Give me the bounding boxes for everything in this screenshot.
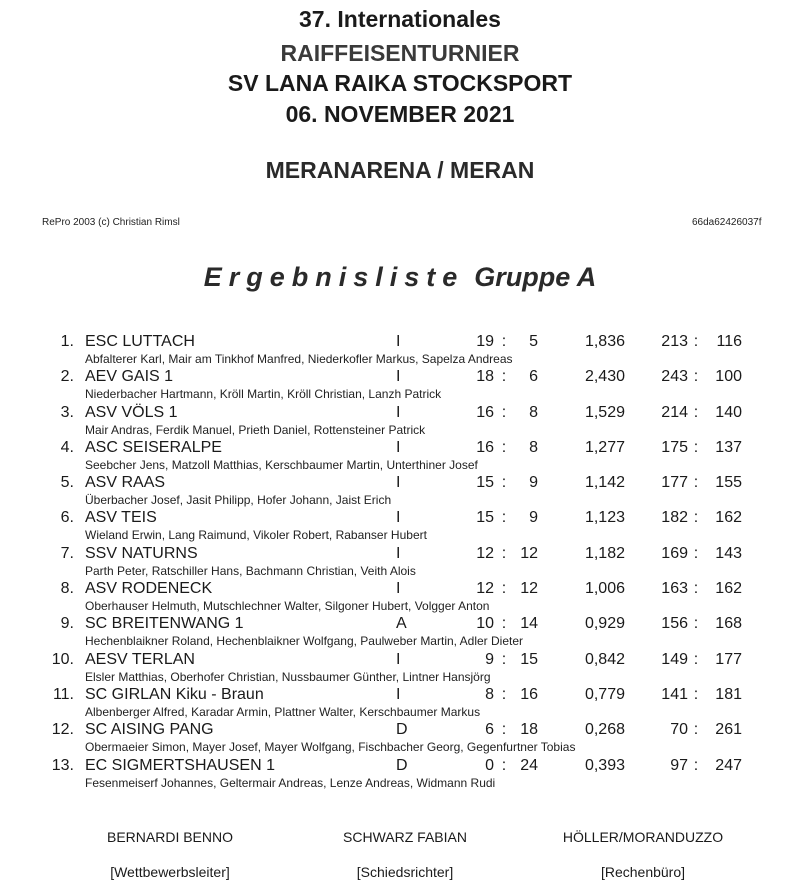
result-row [0,615,800,634]
team-grade: I [396,438,401,456]
signature-role-referee: [Schiedsrichter] [356,864,454,880]
stock-against: 143 [715,544,742,562]
points-separator: : [501,756,507,774]
stock-for: 213 [661,333,688,350]
result-row [0,545,800,564]
stock-separator: : [693,403,699,421]
team-name: SC AISING PANG [85,721,214,739]
team-players: Seebcher Jens, Matzoll Matthias, Kerschbaumer Martin, Unterthiner Josef [85,457,478,472]
points-won: 10 [476,615,494,633]
stock-against: 168 [715,615,742,633]
stock-for: 163 [661,580,688,598]
stock-against: 247 [715,756,742,774]
stock-separator: : [693,721,699,739]
rank: 5. [60,474,74,492]
points-separator: : [501,368,507,386]
stock-for: 141 [661,685,688,703]
quotient: 0,268 [584,721,625,739]
results-title [0,262,800,293]
result-row [0,757,800,776]
points-separator: : [501,474,507,492]
stock-separator: : [693,615,699,633]
points-lost: 15 [520,650,538,668]
team-name: SC BREITENWANG 1 [85,615,244,633]
signature-name-competition-director: BERNARDI BENNO [106,829,234,845]
team-name: EC SIGMERTSHAUSEN 1 [85,756,275,774]
team-grade: I [396,544,401,562]
rank: 13. [51,756,74,774]
points-lost: 18 [520,721,538,739]
team-name: AESV TERLAN [85,650,195,668]
team-grade: I [396,333,401,350]
stock-against: 100 [715,368,742,386]
points-won: 9 [485,650,494,668]
team-players: Albenberger Alfred, Karadar Armin, Plattner Walter, Kerschbaumer Markus [85,704,481,719]
stock-for: 149 [661,650,688,668]
quotient: 1,277 [584,438,625,456]
quotient: 1,123 [584,509,625,527]
stock-separator: : [693,509,699,527]
event-edition-title: 37. Internationales [299,6,501,32]
rank: 7. [60,544,74,562]
team-players: Niederbacher Hartmann, Kröll Martin, Kröll Christian, Lanzh Patrick [85,387,442,402]
result-entry [0,721,800,756]
stock-for: 214 [661,403,688,421]
rank: 3. [60,403,74,421]
points-separator: : [501,403,507,421]
points-won: 15 [476,474,494,492]
team-grade: I [396,685,401,703]
team-players: Überbacher Josef, Jasit Philipp, Hofer Johann, Jaist Erich [85,493,392,508]
team-grade: A [396,615,407,633]
rank: 6. [60,509,74,527]
points-won: 15 [476,509,494,527]
points-separator: : [501,509,507,527]
team-players: Parth Peter, Ratschiller Hans, Bachmann Christian, Veith Alois [85,563,416,578]
quotient: 0,779 [584,685,625,703]
result-entry [0,404,800,439]
result-entry [0,545,800,580]
points-won: 12 [476,544,494,562]
points-separator: : [501,615,507,633]
signature-name-referee: SCHWARZ FABIAN [343,829,467,845]
stock-for: 243 [661,368,688,386]
event-name-title: RAIFFEISENTURNIER [280,40,520,66]
results-list [0,333,800,792]
rank: 10. [51,650,74,668]
team-name: SC GIRLAN Kiku - Braun [85,685,264,703]
result-row [0,686,800,705]
stock-separator: : [693,685,699,703]
team-name: ESC LUTTACH [85,333,195,350]
points-lost: 14 [520,615,538,633]
stock-against: 162 [715,580,742,598]
team-grade: D [396,721,408,739]
points-separator: : [501,438,507,456]
result-row [0,404,800,423]
rank: 1. [60,333,74,350]
venue-title: MERANARENA / MERAN [265,157,535,183]
quotient: 1,182 [584,544,625,562]
team-grade: I [396,580,401,598]
points-won: 16 [476,438,494,456]
rank: 8. [60,580,74,598]
team-players: Hechenblaikner Roland, Hechenblaikner Wolfgang, Paulweber Martin, Adler Dieter [85,634,524,649]
result-row [0,580,800,599]
quotient: 0,929 [584,615,625,633]
points-won: 6 [485,721,494,739]
rank: 11. [52,685,74,703]
stock-separator: : [693,368,699,386]
points-won: 0 [485,756,494,774]
points-lost: 16 [520,685,538,703]
points-separator: : [501,685,507,703]
points-lost: 6 [529,368,538,386]
result-entry [0,509,800,544]
signature-name-scoring-office: HÖLLER/MORANDUZZO [562,829,724,845]
quotient: 0,842 [584,650,625,668]
points-won: 16 [476,403,494,421]
team-players: Obermaeier Simon, Mayer Josef, Mayer Wolfgang, Fischbacher Georg, Gegenfurtner Tobias [85,740,576,755]
team-players: Abfalterer Karl, Mair am Tinkhof Manfred, Niederkofler Markus, Sapelza Andreas [85,352,513,366]
result-entry [0,757,800,792]
stock-against: 181 [715,685,742,703]
stock-for: 70 [670,721,688,739]
stock-against: 137 [715,438,742,456]
stock-against: 162 [715,509,742,527]
team-grade: I [396,650,401,668]
result-row [0,651,800,670]
team-grade: I [396,403,401,421]
quotient: 1,006 [584,580,625,598]
result-row [0,721,800,740]
rank: 9. [60,615,74,633]
quotient: 1,529 [584,403,625,421]
result-entry [0,580,800,615]
team-players: Mair Andras, Ferdik Manuel, Prieth Daniel, Rottensteiner Patrick [85,422,426,437]
points-won: 19 [476,333,494,350]
points-lost: 24 [520,756,538,774]
stock-for: 175 [661,438,688,456]
result-row [0,439,800,458]
signature-role-competition-director: [Wettbewerbsleiter] [110,864,230,880]
result-row [0,474,800,493]
stock-against: 155 [715,474,742,492]
stock-for: 169 [661,544,688,562]
team-name: ASV VÖLS 1 [85,403,178,421]
rank: 4. [60,438,74,456]
quotient: 2,430 [584,368,625,386]
stock-against: 116 [716,333,742,350]
stock-for: 182 [661,509,688,527]
result-entry [0,474,800,509]
result-entry [0,686,800,721]
team-grade: I [396,474,401,492]
result-row [0,368,800,387]
stock-for: 156 [661,615,688,633]
team-players: Elsler Matthias, Oberhofer Christian, Nussbaumer Günther, Lintner Hansjörg [85,669,491,684]
team-grade: I [396,368,401,386]
points-separator: : [501,580,507,598]
points-lost: 8 [529,438,538,456]
points-separator: : [501,544,507,562]
points-lost: 12 [520,580,538,598]
stock-separator: : [693,544,699,562]
event-date: 06. NOVEMBER 2021 [285,101,515,127]
points-lost: 9 [529,509,538,527]
team-grade: I [396,509,401,527]
team-grade: D [396,756,408,774]
result-entry [0,651,800,686]
stock-separator: : [693,580,699,598]
team-name: SSV NATURNS [85,544,198,562]
quotient: 1,142 [584,474,625,492]
results-title-word: Ergebnisliste [203,262,465,292]
stock-against: 140 [715,403,742,421]
team-players: Oberhauser Helmuth, Mutschlechner Walter, Silgoner Hubert, Volgger Anton [85,599,490,614]
team-name: ASV RAAS [85,474,166,492]
result-entry [0,368,800,403]
result-entry [0,615,800,650]
rank: 12. [51,721,74,739]
points-separator: : [501,650,507,668]
result-row [0,509,800,528]
document-code: 66da62426037f [692,217,762,228]
team-name: AEV GAIS 1 [85,368,174,386]
team-name: ASC SEISERALPE [85,438,222,456]
stock-against: 177 [715,650,742,668]
points-lost: 8 [529,403,538,421]
stock-for: 97 [670,756,688,774]
stock-separator: : [693,474,699,492]
quotient: 0,393 [584,756,625,774]
team-players: Wieland Erwin, Lang Raimund, Vikoler Robert, Rabanser Hubert [85,528,427,543]
stock-separator: : [693,438,699,456]
result-entry [0,333,800,368]
points-separator: : [501,721,507,739]
stock-for: 177 [661,474,688,492]
points-won: 12 [476,580,494,598]
points-won: 8 [485,685,494,703]
points-separator: : [501,333,507,350]
quotient: 1,836 [584,333,625,350]
stock-separator: : [693,756,699,774]
result-row [0,333,800,352]
rank: 2. [60,368,74,386]
stock-against: 261 [715,721,742,739]
organizer-title: SV LANA RAIKA STOCKSPORT [227,70,573,96]
points-lost: 12 [520,544,538,562]
team-name: ASV RODENECK [85,580,213,598]
points-lost: 5 [529,333,538,350]
team-name: ASV TEIS [85,509,157,527]
results-title-group: Gruppe A [474,262,597,292]
team-players: Fesenmeiserf Johannes, Geltermair Andreas, Lenze Andreas, Widmann Rudi [85,775,496,790]
signature-role-scoring-office: [Rechenbüro] [600,864,686,880]
software-credit: RePro 2003 (c) Christian Rimsl [42,217,180,228]
points-won: 18 [476,368,494,386]
stock-separator: : [693,333,699,350]
points-lost: 9 [529,474,538,492]
stock-separator: : [693,650,699,668]
result-entry [0,439,800,474]
